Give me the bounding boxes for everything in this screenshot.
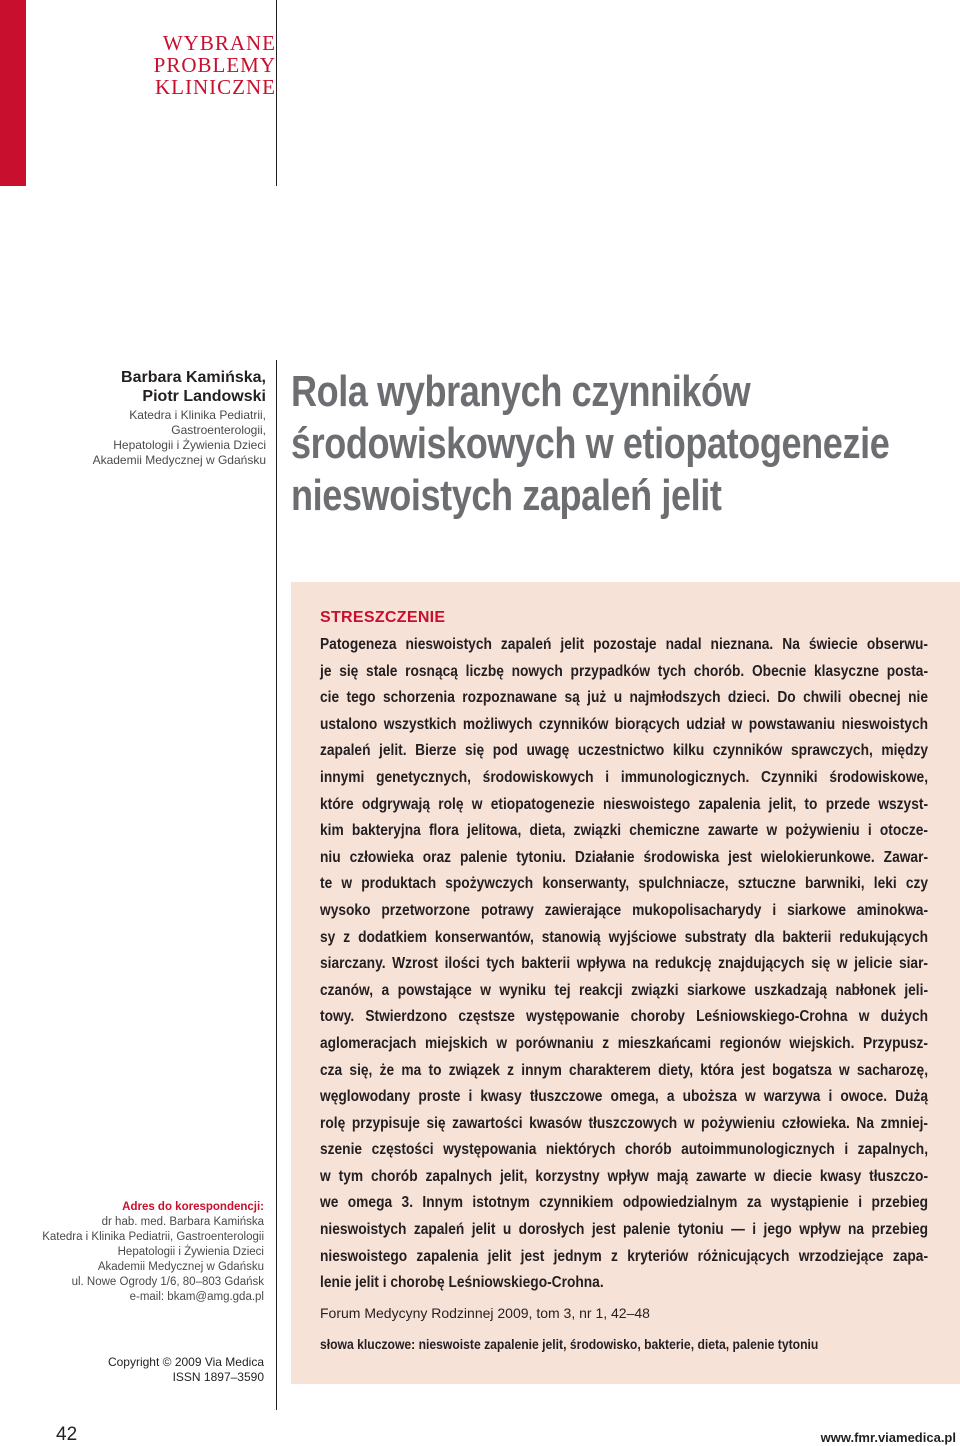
- abstract-line: niu człowieka oraz palenie tytoniu. Działanie środowiska jest wielokierunkowe. Zawar-: [320, 848, 929, 866]
- abstract-line: czanów, a powstające w wyniku tej reakcji związki siarkowe uszkadzają nabłonek jeli-: [320, 981, 929, 999]
- website-link[interactable]: www.fmr.viamedica.pl: [820, 1430, 956, 1445]
- abstract-line: szenie częstości występowania niektórych chorób autoimmunologicznych i zapalnych,: [320, 1141, 929, 1159]
- affiliation-line: Hepatologii i Żywienia Dzieci: [113, 438, 266, 452]
- correspondence-line: ul. Nowe Ogrody 1/6, 80–803 Gdańsk: [71, 1276, 264, 1288]
- title-line: środowiskowych w etiopatogenezie: [291, 419, 890, 468]
- abstract-line: zapaleń jelit. Bierze się pod uwagę uczestnictwo kilku czynników sprawczych, między: [320, 742, 929, 760]
- abstract-line: cza się, że ma to związek z innym charakterem diety, która jest bogatsza w sacharozę,: [320, 1061, 929, 1079]
- abstract-line: aglomeracjach miejskich w porównaniu z mieszkańcami regionów wiejskich. Przypusz-: [320, 1034, 929, 1052]
- abstract-line: wysoko przetworzone potrawy zawierające mukopolisacharydy i siarkowe aminokwa-: [320, 901, 929, 919]
- correspondence-line: Hepatologii i Żywienia Dzieci: [117, 1246, 264, 1258]
- abstract-line: kim bakteryjna flora jelitowa, dieta, związki chemiczne zawarte w pożywieniu i otocze-: [320, 822, 929, 840]
- correspondence-line: dr hab. med. Barbara Kamińska: [101, 1216, 264, 1228]
- vertical-rule-main: [276, 360, 277, 1410]
- abstract-line: ustalono wszystkich możliwych czynników biorących udział w powstawaniu nieswoistych: [320, 715, 929, 733]
- abstract-line: Patogeneza nieswoistych zapaleń jelit pozostaje nadal nieznana. Na świecie obserwu-: [320, 636, 929, 653]
- abstract-heading: STRESZCZENIE: [320, 609, 446, 626]
- author-name: Piotr Landowski: [142, 388, 266, 405]
- abstract-line: innymi genetycznych, środowiskowych i immunologicznych. Czynniki środowiskowe,: [320, 768, 929, 786]
- red-accent-bar: [0, 0, 26, 186]
- section-label-line: WYBRANE: [162, 31, 276, 55]
- abstract-line: towy. Stwierdzono częstsze występowanie choroby Leśniowskiego-Crohna w dużych: [320, 1008, 929, 1026]
- article-title: [291, 366, 890, 522]
- abstract-line: rolę przypisuje się zawartości kwasów tłuszczowych w pożywieniu człowieka. Na zmniej-: [320, 1114, 929, 1132]
- copyright-block: [40, 1355, 264, 1385]
- abstract-line: je się stale rosnącą liczbę nowych przypadków tych chorób. Obecnie klasyczne posta-: [320, 662, 929, 680]
- correspondence-heading: Adres do korespondencji:: [122, 1201, 264, 1213]
- title-line: Rola wybranych czynników: [291, 367, 751, 416]
- abstract-line: te w produktach spożywczych konserwanty, spulchniacze, sztuczne barwniki, leki czy: [320, 875, 929, 893]
- abstract-line: w tym chorób zapalnych jelit, korzystny wpływ mają zawarte w diecie kwasy tłuszczo-: [320, 1167, 929, 1185]
- issn-line: ISSN 1897–3590: [172, 1370, 264, 1384]
- copyright-line: Copyright © 2009 Via Medica: [107, 1355, 264, 1369]
- section-label-line: PROBLEMY: [153, 53, 276, 77]
- abstract-line: we omega 3. Innym istotnym czynnikiem odpowiedzialnym za wystąpienie i przebieg: [320, 1194, 929, 1212]
- abstract-line: siarczany. Wzrost ilości tych bakterii wpływa na redukcję znajdujących się w jelicie siar-: [320, 955, 929, 973]
- abstract-line: sy z dodatkiem konserwantów, stanowią wyjściowe substraty dla bakterii redukujących: [320, 928, 929, 946]
- affiliation-line: Gastroenterologii,: [171, 423, 266, 437]
- citation: Forum Medycyny Rodzinnej 2009, tom 3, nr 1, 42–48: [320, 1305, 650, 1321]
- affiliation-line: Akademii Medycznej w Gdańsku: [92, 453, 266, 467]
- vertical-rule-top: [276, 0, 277, 186]
- abstract-line: węglowodany proste i kwasy tłuszczowe omega, a uboższa w warzywa i owoce. Dużą: [320, 1088, 929, 1106]
- author-names: [60, 368, 266, 406]
- abstract-line: cie tego schorzenia rozpoznawane są już u najmłodszych dzieci. Do chwili obecnej nie: [320, 689, 929, 707]
- page-number: 42: [56, 1424, 78, 1445]
- abstract-line: które odgrywają rolę w etiopatogenezie nieswoistego zapalenia jelit, to przede wszyst-: [320, 795, 929, 813]
- author-name: Barbara Kamińska,: [121, 369, 266, 386]
- authors-block: [60, 368, 266, 468]
- correspondence-block: [40, 1200, 264, 1305]
- section-label-line: KLINICZNE: [155, 75, 276, 99]
- abstract-body: [320, 632, 928, 1297]
- correspondence-line: Akademii Medycznej w Gdańsku: [97, 1261, 264, 1273]
- abstract-line: lenie jelit i chorobę Leśniowskiego-Crohna.: [320, 1274, 604, 1292]
- abstract-line: nieswoistego zapalenia jelit jest jednym z kryteriów różnicujących wrzodziejące zapa-: [320, 1247, 929, 1265]
- keywords: słowa kluczowe: nieswoiste zapalenie jelit, środowisko, bakterie, dieta, palenie tytoniu: [320, 1337, 819, 1352]
- abstract-line: nieswoistych zapaleń jelit u dorosłych jest palenie tytoniu — i jego wpływ na przebieg: [320, 1221, 929, 1239]
- affiliation-line: Katedra i Klinika Pediatrii,: [129, 408, 266, 422]
- section-label: [130, 32, 276, 98]
- correspondence-line: Katedra i Klinika Pediatrii, Gastroenterologii: [42, 1231, 264, 1243]
- title-line: nieswoistych zapaleń jelit: [291, 471, 722, 520]
- author-affiliation: [60, 408, 266, 468]
- correspondence-email[interactable]: e-mail: bkam@amg.gda.pl: [129, 1291, 264, 1303]
